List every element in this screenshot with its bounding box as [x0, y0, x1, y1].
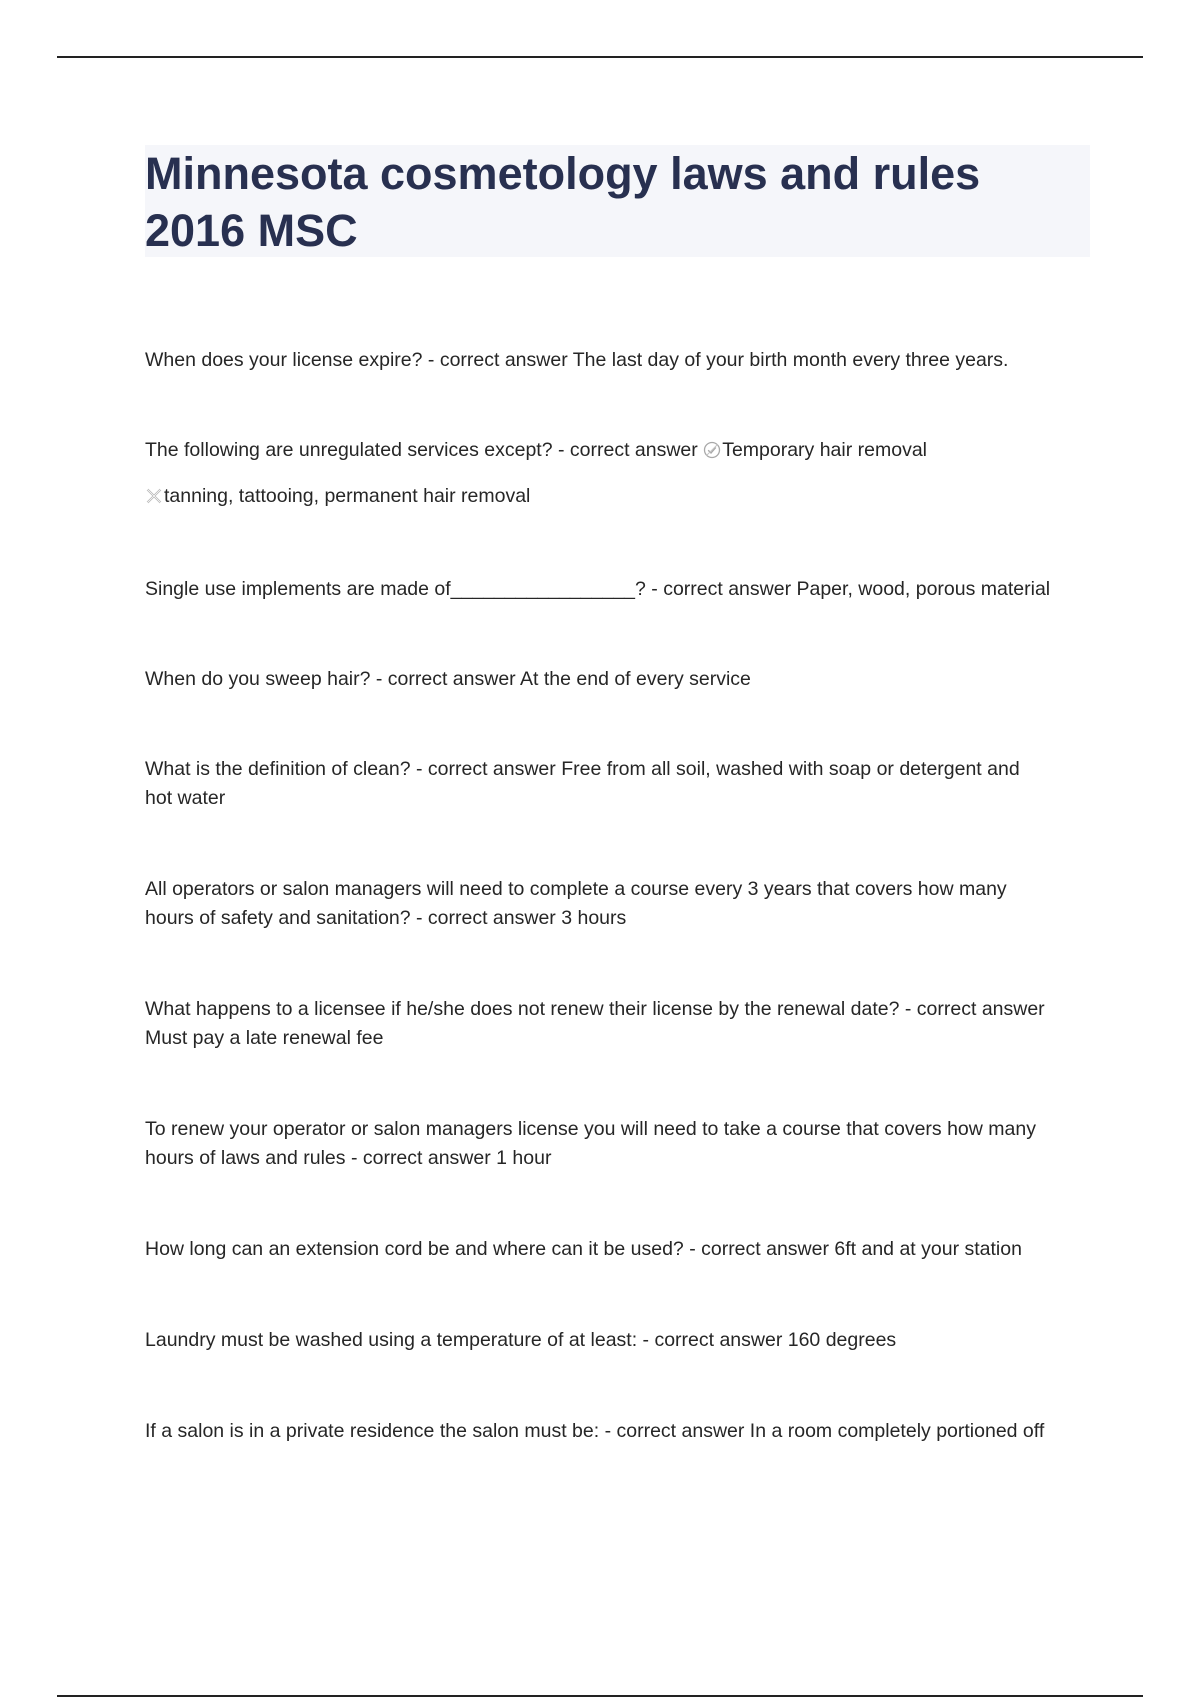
- title-banner: [145, 145, 1090, 257]
- qa-item-laundry-temperature: Laundry must be washed using a temperature of at least: - correct answer 160 degrees: [145, 1329, 897, 1351]
- qa-item-license-expire: When does your license expire? - correct answer The last day of your birth month every three years.: [145, 349, 1009, 371]
- qa-item-safety-sanitation-hours: [145, 875, 1095, 933]
- title-line-2: 2016 MSC: [145, 205, 358, 256]
- top-rule: [57, 56, 1143, 58]
- cross-icon: [145, 485, 163, 503]
- check-circle-icon: [703, 439, 721, 457]
- page-title: [145, 145, 1090, 259]
- qa-item-private-residence: If a salon is in a private residence the salon must be: - correct answer In a room completely portioned off: [145, 1420, 1045, 1442]
- qa-item-line-2: Must pay a late renewal fee: [145, 1027, 384, 1049]
- qa-item-single-use-implements: Single use implements are made of_________________? - correct answer Paper, wood, porous material: [145, 578, 1051, 600]
- qa-item-line-1: What happens to a licensee if he/she does not renew their license by the renewal date? - correct answer: [145, 998, 1045, 1020]
- qa-item-line-2: hours of safety and sanitation? - correct answer 3 hours: [145, 907, 627, 929]
- qa-item-sweep-hair: When do you sweep hair? - correct answer At the end of every service: [145, 668, 751, 690]
- qa-item-unregulated-services: [145, 436, 1095, 511]
- qa-item-incorrect-choices: tanning, tattooing, permanent hair removal: [164, 485, 531, 507]
- qa-item-late-renewal: [145, 995, 1095, 1053]
- qa-item-definition-clean: [145, 755, 1095, 813]
- qa-item-question: The following are unregulated services except? - correct answer: [145, 439, 704, 461]
- qa-item-question-line: [145, 436, 1095, 465]
- qa-item-incorrect-line: [145, 482, 1095, 511]
- title-line-1: Minnesota cosmetology laws and rules: [145, 148, 981, 199]
- qa-item-extension-cord: How long can an extension cord be and where can it be used? - correct answer 6ft and at your station: [145, 1238, 1022, 1260]
- bottom-rule: [57, 1695, 1143, 1697]
- qa-item-laws-rules-hours: [145, 1115, 1095, 1173]
- qa-item-correct-choice: Temporary hair removal: [722, 439, 928, 461]
- qa-item-line-1: What is the definition of clean? - correct answer Free from all soil, washed with soap or detergent and: [145, 758, 1020, 780]
- qa-item-line-2: hours of laws and rules - correct answer 1 hour: [145, 1147, 552, 1169]
- qa-item-line-2: hot water: [145, 787, 226, 809]
- qa-item-line-1: All operators or salon managers will need to complete a course every 3 years that covers how many: [145, 878, 1007, 900]
- qa-item-line-1: To renew your operator or salon managers license you will need to take a course that covers how many: [145, 1118, 1036, 1140]
